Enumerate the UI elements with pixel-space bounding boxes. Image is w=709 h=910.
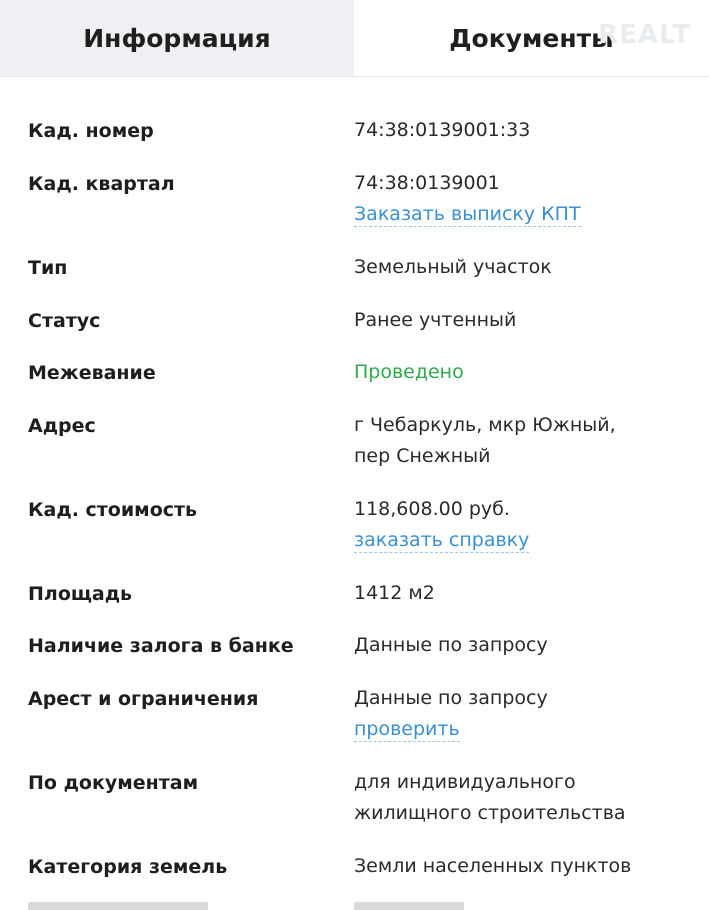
row-label: Наличие залога в банке: [28, 635, 294, 657]
row-value-text: 118,608.00 руб.: [354, 498, 510, 520]
order-certificate-link[interactable]: заказать справку: [354, 529, 530, 551]
address-line-1: г Чебаркуль, мкр Южный,: [354, 414, 616, 436]
row-label: Категория земель: [28, 856, 228, 878]
row-label: Межевание: [28, 362, 156, 384]
cut-value-fragment: [354, 902, 464, 910]
row-value: [354, 494, 529, 556]
order-kpt-link[interactable]: Заказать выписку КПТ: [354, 203, 581, 225]
row-value: 74:38:0139001:33: [354, 119, 531, 141]
tab-bar: [0, 0, 709, 77]
row-value: Ранее учтенный: [354, 309, 517, 331]
row-label: Кад. квартал: [28, 173, 175, 195]
cut-label-fragment: [28, 902, 208, 910]
watermark-logo: REALT: [598, 20, 691, 50]
row-value: Земельный участок: [354, 256, 552, 278]
row-value: [354, 168, 581, 230]
check-link[interactable]: проверить: [354, 718, 460, 740]
row-value: 1412 м2: [354, 582, 435, 604]
tab-documents[interactable]: [354, 0, 709, 76]
address-line-2: пер Снежный: [354, 445, 491, 467]
row-value-text: Данные по запросу: [354, 687, 548, 709]
row-label: Статус: [28, 310, 101, 332]
next-row-cut-off: [0, 896, 709, 910]
purpose-line-1: для индивидуального: [354, 771, 576, 793]
tab-information[interactable]: Информация: [0, 0, 354, 76]
row-label: Тип: [28, 257, 68, 279]
row-label: Кад. номер: [28, 120, 154, 142]
row-value: [354, 767, 626, 829]
row-value: Земли населенных пунктов: [354, 855, 632, 877]
row-value: Данные по запросу: [354, 634, 548, 656]
row-value: [354, 410, 616, 472]
row-label: Адрес: [28, 415, 96, 437]
row-label: Арест и ограничения: [28, 688, 259, 710]
row-label: Кад. стоимость: [28, 499, 198, 521]
purpose-line-2: жилищного строительства: [354, 802, 626, 824]
row-label: По документам: [28, 772, 199, 794]
row-value-text: 74:38:0139001: [354, 172, 500, 194]
status-success-value: Проведено: [354, 361, 464, 383]
tab-documents-label: Документы: [449, 23, 614, 53]
row-value: [354, 683, 548, 745]
row-label: Площадь: [28, 583, 133, 605]
